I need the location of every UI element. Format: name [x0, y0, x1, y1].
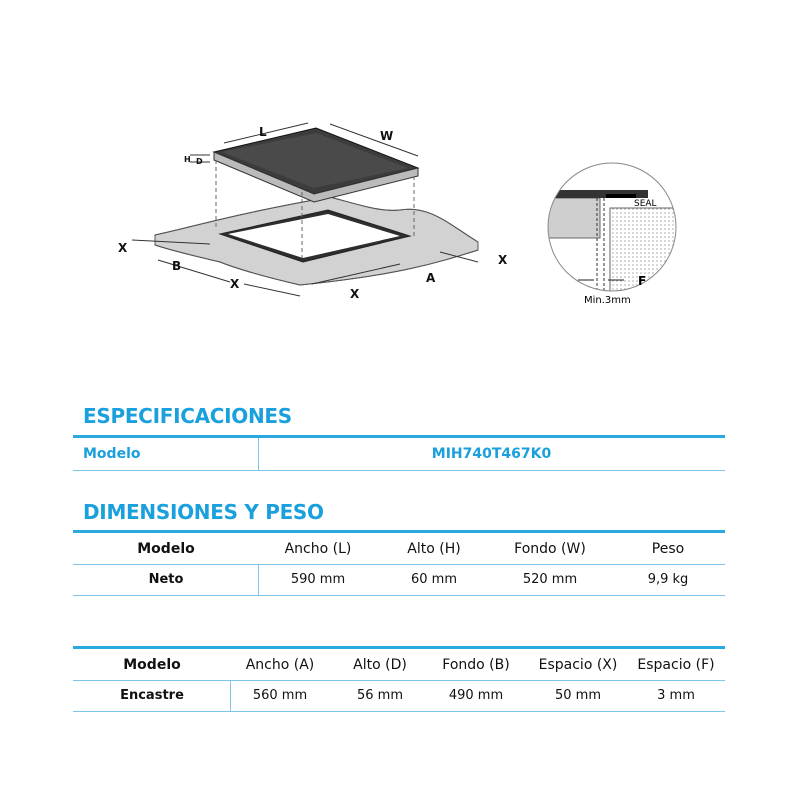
neto-ancho-value: 590 mm — [290, 572, 346, 587]
label-X-mid: X — [350, 287, 360, 301]
encastre-header-espacio-x: Espacio (X) — [538, 657, 618, 673]
label-F: F — [638, 274, 647, 288]
encastre-fondo-value: 490 mm — [448, 688, 504, 703]
encastre-header-ancho: Ancho (A) — [245, 657, 315, 673]
label-W: W — [380, 129, 394, 143]
neto-row-label: Neto — [148, 572, 184, 587]
neto-header-ancho: Ancho (L) — [284, 541, 352, 557]
neto-top-bar — [73, 530, 725, 533]
label-H: H — [184, 155, 191, 164]
neto-header-peso: Peso — [651, 541, 685, 557]
label-A: A — [426, 271, 436, 285]
neto-header-alto: Alto (H) — [407, 541, 461, 557]
encastre-header-espacio-f: Espacio (F) — [637, 657, 715, 673]
encastre-espacio-x-value: 50 mm — [554, 688, 601, 703]
neto-header-fondo: Fondo (W) — [514, 541, 586, 557]
neto-peso-value: 9,9 kg — [647, 572, 689, 587]
encastre-espacio-f-value: 3 mm — [657, 688, 695, 703]
encastre-bottom-rule — [73, 711, 725, 712]
seal-detail-drawing — [540, 160, 690, 306]
installation-diagram — [0, 0, 800, 330]
neto-header-modelo: Modelo — [137, 541, 195, 557]
encastre-header-fondo: Fondo (B) — [442, 657, 510, 673]
encastre-row-label: Encastre — [120, 688, 184, 703]
label-X-bottom: X — [230, 277, 240, 291]
encastre-top-bar — [73, 646, 725, 649]
section-title-specs: ESPECIFICACIONES — [83, 404, 292, 428]
label-seal: SEAL — [634, 199, 657, 209]
label-X-left: X — [118, 241, 128, 255]
neto-fondo-value: 520 mm — [522, 572, 578, 587]
neto-divider — [258, 565, 259, 595]
section-title-dimensions: DIMENSIONES Y PESO — [83, 500, 324, 524]
specs-bottom-rule — [73, 470, 725, 471]
encastre-header-alto: Alto (D) — [353, 657, 407, 673]
label-min: Min.3mm — [584, 295, 631, 306]
encastre-header-modelo: Modelo — [123, 657, 181, 673]
label-L: L — [259, 125, 267, 139]
specs-model-value: MIH740T467K0 — [431, 446, 552, 462]
label-D: D — [196, 157, 203, 166]
label-X-right: X — [498, 253, 508, 267]
label-B: B — [172, 259, 182, 273]
encastre-ancho-value: 560 mm — [252, 688, 308, 703]
neto-alto-value: 60 mm — [410, 572, 457, 587]
specs-top-bar — [73, 435, 725, 438]
neto-bottom-rule — [73, 595, 725, 596]
encastre-alto-value: 56 mm — [356, 688, 403, 703]
specs-model-label: Modelo — [83, 446, 141, 462]
